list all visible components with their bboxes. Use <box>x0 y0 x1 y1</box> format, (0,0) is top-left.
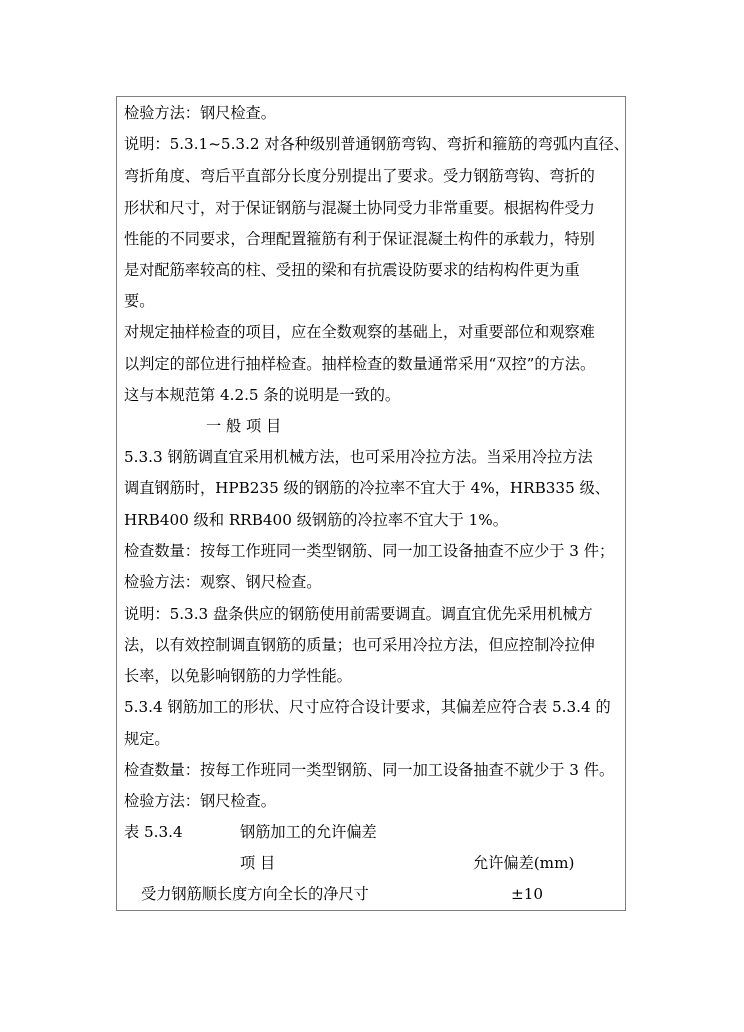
table-header-tolerance: 允许偏差(mm) <box>473 854 575 872</box>
table-cell-item: 受力钢筋顺长度方向全长的净尺寸 <box>141 885 369 903</box>
text-line: 性能的不同要求，合理配置箍筋有利于保证混凝土构件的承载力，特别 <box>124 230 595 248</box>
table-header-item: 项 目 <box>240 854 276 872</box>
text-line: 说明：5.3.3 盘条供应的钢筋使用前需要调直。调直宜优先采用机械方 <box>124 605 593 623</box>
text-line: 5.3.3 钢筋调直宜采用机械方法，也可采用冷拉方法。当采用冷拉方法 <box>124 448 593 466</box>
text-line: 检验方法：观察、钢尺检查。 <box>124 573 322 591</box>
text-line: 检验方法：钢尺检查。 <box>124 104 276 122</box>
text-line: 规定。 <box>124 730 170 748</box>
table-title: 钢筋加工的允许偏差 <box>240 823 377 841</box>
table-cell-tolerance: ±10 <box>511 885 544 903</box>
text-line: 调直钢筋时，HPB235 级的钢筋的冷拉率不宜大于 4%，HRB335 级、 <box>124 479 610 497</box>
text-line: 要。 <box>124 292 155 310</box>
table-number: 表 5.3.4 <box>124 823 183 841</box>
text-line: 5.3.4 钢筋加工的形状、尺寸应符合设计要求，其偏差应符合表 5.3.4 的 <box>124 698 611 716</box>
text-line: 法，以有效控制调直钢筋的质量；也可采用冷拉方法，但应控制冷拉伸 <box>124 636 595 654</box>
section-heading: 一 般 项 目 <box>206 417 282 435</box>
page-border <box>116 96 626 911</box>
text-line: 检查数量：按每工作班同一类型钢筋、同一加工设备抽查不应少于 3 件； <box>124 542 615 560</box>
text-line: 是对配筋率较高的柱、受扭的梁和有抗震设防要求的结构构件更为重 <box>124 261 580 279</box>
text-line: 形状和尺寸，对于保证钢筋与混凝土协同受力非常重要。根据构件受力 <box>124 199 595 217</box>
text-line: 说明：5.3.1~5.3.2 对各种级别普通钢筋弯钩、弯折和箍筋的弯弧内直径、 <box>124 135 629 153</box>
text-line: 对规定抽样检查的项目，应在全数观察的基础上，对重要部位和观察难 <box>124 323 595 341</box>
text-line: 检验方法：钢尺检查。 <box>124 792 276 810</box>
text-line: 这与本规范第 4.2.5 条的说明是一致的。 <box>124 386 401 404</box>
text-line: HRB400 级和 RRB400 级钢筋的冷拉率不宜大于 1%。 <box>124 511 508 529</box>
text-line: 弯折角度、弯后平直部分长度分别提出了要求。受力钢筋弯钩、弯折的 <box>124 167 595 185</box>
text-line: 检查数量：按每工作班同一类型钢筋、同一加工设备抽查不就少于 3 件。 <box>124 761 615 779</box>
text-line: 以判定的部位进行抽样检查。抽样检查的数量通常采用“双控”的方法。 <box>124 355 596 373</box>
text-line: 长率，以免影响钢筋的力学性能。 <box>124 667 352 685</box>
